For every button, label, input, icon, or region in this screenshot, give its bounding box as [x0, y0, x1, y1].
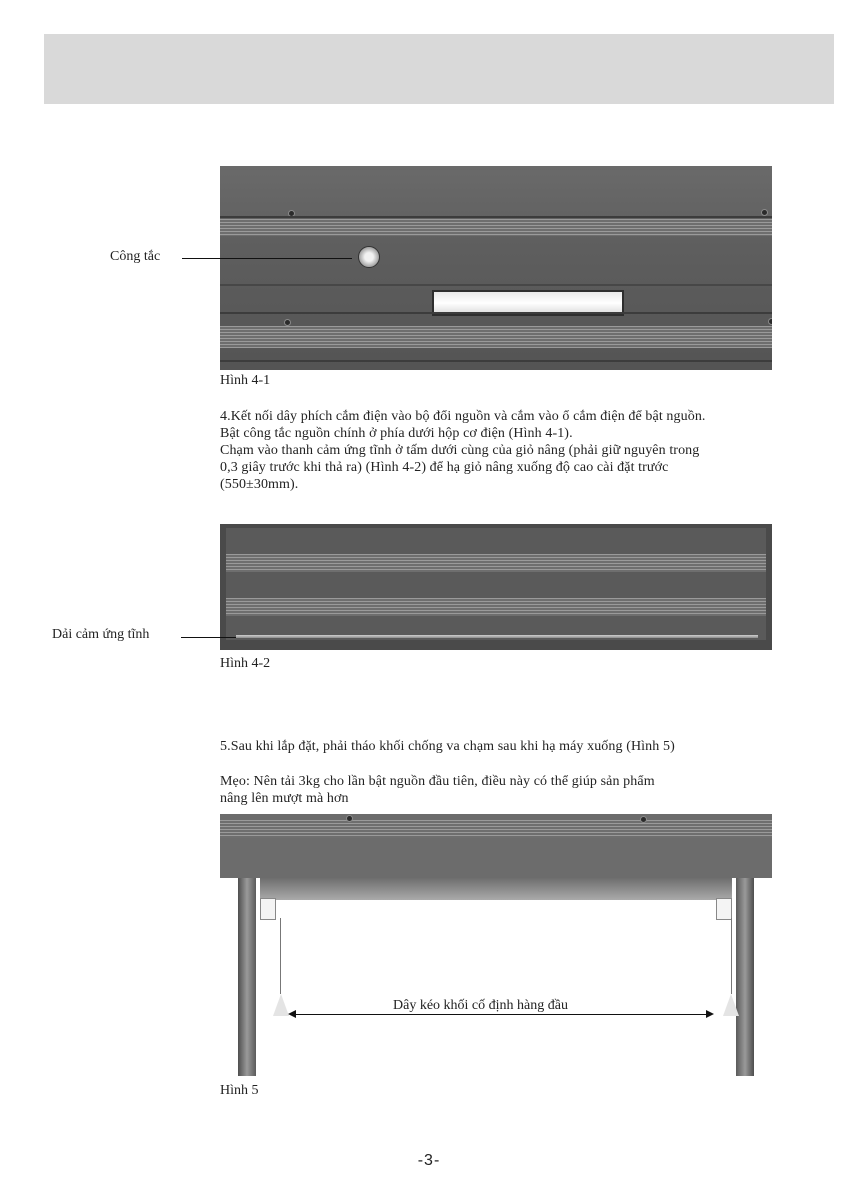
pull-string-callout-label: Dây kéo khối cố định hàng đầu [393, 998, 568, 1013]
screw [768, 318, 772, 325]
right-anti-collision-block [716, 898, 732, 920]
touch-strip [236, 635, 758, 638]
left-string-weight [273, 994, 289, 1016]
basket-underside [260, 878, 732, 900]
screw [761, 209, 768, 216]
arrow-right-icon [706, 1010, 714, 1018]
panel-edge [220, 216, 772, 218]
touch-strip-callout-label: Dải cảm ứng tĩnh [52, 627, 150, 642]
tip-line: Mẹo: Nên tải 3kg cho lần bật nguồn đầu tiên, điều này có thể giúp sản phẩm [220, 774, 655, 789]
panel-edge [220, 312, 772, 314]
figure-5-caption: Hình 5 [220, 1083, 259, 1098]
touch-strip-callout-line [181, 637, 236, 638]
figure-4-1-photo [220, 166, 772, 370]
step-4-line: 0,3 giây trước khi thả ra) (Hình 4-2) để hạ giỏ nâng xuống độ cao cài đặt trước [220, 460, 669, 475]
dimension-line [294, 1014, 708, 1015]
panel-grooves [220, 820, 772, 838]
power-switch [358, 246, 380, 268]
step-4-text [220, 408, 706, 493]
figure-4-2-caption: Hình 4-2 [220, 656, 271, 671]
right-leg [736, 878, 754, 1076]
tip-text [220, 773, 655, 807]
step-4-line: 4.Kết nối dây phích cắm điện vào bộ đổi nguồn và cắm vào ổ cắm điện để bật nguồn. [220, 409, 706, 424]
figure-4-1-caption: Hình 4-1 [220, 373, 271, 388]
step-4-line: Chạm vào thanh cảm ứng tĩnh ở tấm dưới cùng của giỏ nâng (phải giữ nguyên trong [220, 443, 700, 458]
tip-line: nâng lên mượt mà hơn [220, 791, 349, 806]
left-leg [238, 878, 256, 1076]
step-4-line: (550±30mm). [220, 477, 299, 492]
plate-grooves [226, 598, 766, 616]
plate-grooves [226, 554, 766, 572]
panel-edge [220, 284, 772, 286]
header-bar [44, 34, 834, 104]
screw [640, 816, 647, 823]
switch-callout-label: Công tắc [110, 249, 161, 264]
panel-grooves [220, 219, 772, 236]
figure-5-photo [220, 814, 772, 1076]
basket-front-panel [220, 814, 772, 878]
step-5-text [220, 738, 675, 755]
panel-grooves [220, 326, 772, 348]
left-pull-string [280, 918, 281, 994]
left-anti-collision-block [260, 898, 276, 920]
right-string-weight [723, 994, 739, 1016]
step-4-line: Bật công tắc nguồn chính ở phía dưới hộp cơ điện (Hình 4-1). [220, 426, 573, 441]
step-5-line: 5.Sau khi lắp đặt, phải tháo khối chống va chạm sau khi hạ máy xuống (Hình 5) [220, 739, 675, 754]
switch-callout-line [182, 258, 352, 259]
panel-edge [220, 360, 772, 362]
bottom-plate [226, 528, 766, 640]
screw [346, 815, 353, 822]
right-pull-string [731, 918, 732, 994]
figure-4-2-photo [220, 524, 772, 650]
page-number: -3- [417, 1152, 441, 1169]
screw [284, 319, 291, 326]
arrow-left-icon [288, 1010, 296, 1018]
